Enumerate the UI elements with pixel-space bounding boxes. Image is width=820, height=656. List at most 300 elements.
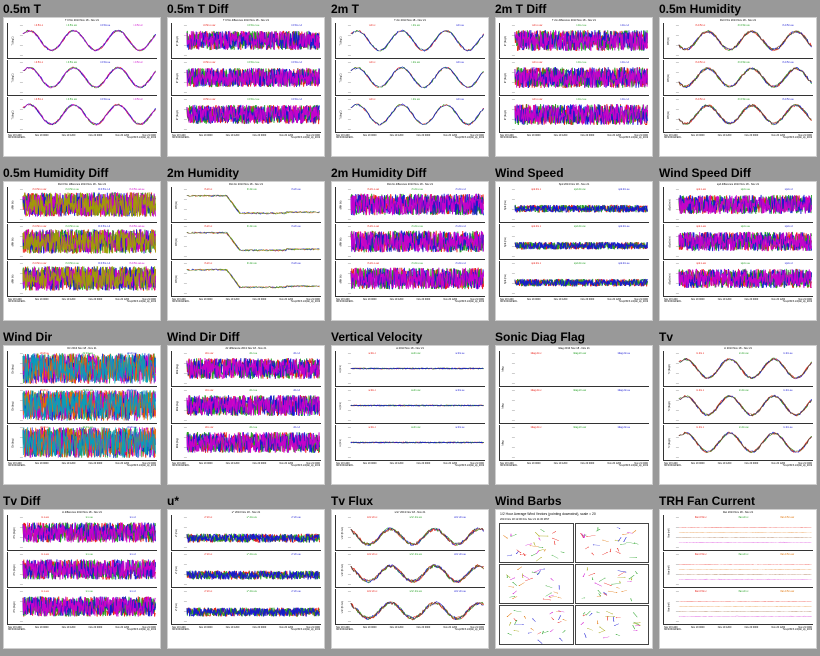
legend-entry: w'tc'.2m.ue [454,590,466,593]
cell-05m-t-diff[interactable] [164,0,328,164]
legend-entry: w.2m.ue [455,426,465,429]
legend-entry: dir.c-uw [204,426,214,429]
cell-wind-speed-diff-panel-1[interactable] [663,187,813,223]
legend-entry: t.2m.c-ue [576,98,587,101]
y-axis-label: RH (%) [667,36,670,45]
legend-entry: tc.2m.c [696,352,705,355]
legend-entry: tc.2m.ue [783,389,793,392]
cell-2m-humidity-panels [168,187,324,297]
footer-right: Troup/ISFS mtl(bkt_dp_2019 [290,301,320,303]
cell-2m-t-diff-panel-2[interactable] [499,60,649,96]
y-axis-label: u* (m/s) [176,602,179,611]
cell-tv-flux-title: Tv Flux [331,494,374,508]
y-axis-label: Dir (deg) [12,438,15,447]
plot-footer [660,301,816,304]
cell-05m-t-panel-1[interactable] [7,23,157,59]
x-tick-label: Nov 19 1200 [717,134,732,137]
cell-wind-speed-diff-plot[interactable] [659,181,817,321]
legend-entry: tc.2m.ue [783,352,793,355]
x-tick-label: Nov 19 1200 [61,626,76,629]
legend-entry: rh.2m.c-d [455,225,466,228]
cell-sonic-diag-flag[interactable] [492,328,656,492]
x-tick-label: Nov 21 0000 [470,626,484,629]
cell-tv-flux-plot[interactable] [331,509,489,649]
cell-05m-humidity-plot-title: RH 0.5m 2013 Nov 18 - Nov 21 [719,19,757,22]
legend-entry: t.2m.ue [455,98,464,101]
legend-entry: tc.2m.uw [738,389,749,392]
legend-entry: dir.c-d [293,352,300,355]
plot-footer [496,301,652,304]
legend-entry: u*.2m.c [204,516,213,519]
x-tick-label: Nov 21 0000 [142,626,156,629]
legend-entry: t.2m.c-uw [531,98,543,101]
legend-entry: t.0.5m.uw [66,61,77,64]
x-tick-label: Nov 19 0000 [34,462,49,465]
cell-wind-dir-plot[interactable] [3,345,161,485]
legend-entry: ldiag.2m.ue [617,352,631,355]
legend-entry: rh.0.5m.uw-ue [129,225,145,228]
y-axis-label: T (degC) [340,109,343,120]
x-tick-label: Nov 18 1200 [664,626,678,629]
footer-right: Troup/ISFS mtl(bkt_dp_2019 [618,137,648,139]
x-tick-label: Nov 20 1200 [607,298,622,301]
cell-wind-dir-diff-plot[interactable] [167,345,325,485]
cell-2m-t-diff-plot[interactable] [495,17,653,157]
cell-tv-diff-plot[interactable] [3,509,161,649]
cell-vertical-velocity-plot[interactable] [331,345,489,485]
cell-tv-diff-panel-2[interactable] [7,552,157,588]
legend-entry: Ifan.0.5m.uw [780,516,795,519]
x-tick-label: Nov 18 1200 [500,298,514,301]
y-axis-label: Ifan (mA) [668,527,671,538]
cell-ustar-plot[interactable] [167,509,325,649]
y-axis-label: Spd (m/s) [504,273,507,284]
x-tick-label: Nov 20 0000 [416,462,431,465]
x-tick-label: Nov 20 0000 [88,462,103,465]
x-tick-label: Nov 20 1200 [771,298,786,301]
x-tick-label: Nov 20 0000 [88,298,103,301]
y-axis-label: T (degC) [12,109,15,120]
legend-entry: tc.c-d [129,553,136,556]
cell-05m-t-diff-panels [168,23,324,133]
cell-05m-t-panel-3[interactable] [7,97,157,133]
legend-entry: rh.0.5m.c-ue [65,262,79,265]
wind-barbs-caption: 1/2 Hour Average Wind Vectors (pointing downwind), scale = 20 [500,512,596,516]
cell-2m-humidity-plot-title: RH 2m 2013 Nov 18 - Nov 21 [228,183,264,186]
x-tick-label: Nov 20 0000 [744,462,759,465]
cell-wind-speed-panel-2[interactable] [499,224,649,260]
cell-2m-humidity[interactable] [164,164,328,328]
cell-sonic-diag-flag-panel-1[interactable] [499,351,649,387]
legend-entry: rh.2m.c-ue [411,262,424,265]
cell-2m-humidity-diff-plot[interactable] [331,181,489,321]
y-axis-label: dT (degC) [505,109,508,120]
cell-tv-diff-plot-title: tc difference 2013 Nov 18 - Nov 21 [61,511,103,514]
y-axis-label: dSpd (m/s) [669,198,672,211]
y-axis-label: u* (m/s) [176,565,179,574]
legend-entry: dir.2m.c [40,426,49,429]
legend-entry: rh.2m.c-d [455,188,466,191]
legend-entry: dir.2m.uw [82,426,93,429]
cell-tv-diff-panel-3[interactable] [7,589,157,625]
cell-wind-speed[interactable] [492,164,656,328]
legend-entry: t.0.5m.c-uw [202,24,216,27]
plot-footer [168,465,324,468]
cell-ustar-panel-2[interactable] [171,552,321,588]
cell-2m-humidity-plot[interactable] [167,181,325,321]
x-tick-label: Nov 19 0000 [34,134,49,137]
y-axis-label: dDir (deg) [177,363,180,374]
cell-05m-humidity-diff-panel-3[interactable] [7,261,157,297]
cell-2m-t-diff-panel-1[interactable] [499,23,649,59]
plot-footer [332,137,488,140]
cell-vertical-velocity-panels [332,351,488,461]
cell-wind-speed-diff-panel-2[interactable] [663,224,813,260]
legend-entry: spd.2m.c [531,225,542,228]
footer-right: Troup/ISFS mtl(bkt_dp_2019 [454,301,484,303]
wind-barb-panel[interactable] [499,523,574,563]
cell-vertical-velocity[interactable] [328,328,492,492]
legend-entry: u*.2m.uw [246,553,257,556]
legend-entry: w'tc'.2m.c [367,516,378,519]
legend-entry: rh.0.5m.c-uw [32,262,47,265]
cell-ustar-panel-1[interactable] [171,515,321,551]
legend-entry: u*.2m.c [204,553,213,556]
legend-entry: ldiag.2m.uw [573,352,587,355]
x-tick-label: Nov 19 1200 [225,626,240,629]
legend-entry: Ifan.2m.c [738,516,749,519]
plot-footer [4,137,160,140]
cell-tv-plot[interactable] [659,345,817,485]
cell-trh-fan-current-panel-3[interactable] [663,589,813,625]
legend-entry: ldiag.2m.ue [617,426,631,429]
x-tick-label: Nov 20 1200 [279,462,294,465]
legend-entry: Ifan.0.5m.c [694,553,707,556]
x-tick-label: Nov 19 1200 [717,298,732,301]
legend-entry: ldiag.2m.ue [617,389,631,392]
legend-entry: dir.c-uw [204,352,214,355]
cell-2m-humidity-panel-1[interactable] [171,187,321,223]
footer-right: Troup/ISFS mtl(bkt_dp_2019 [126,629,156,631]
cell-tv-flux[interactable] [328,492,492,656]
x-tick-label: Nov 18 1200 [8,626,22,629]
legend-entry: u*.2m.uw [246,590,257,593]
cell-vertical-velocity-panel-1[interactable] [335,351,485,387]
legend-entry: tc.2m.c [696,389,705,392]
cell-2m-t[interactable] [328,0,492,164]
cell-wind-dir-plot-title: Dir 2013 Nov 18 - Nov 21 [67,347,97,350]
cell-2m-t-panel-3[interactable] [335,97,485,133]
legend-entry: tc.c-ue [85,516,93,519]
wind-barb-panel[interactable] [575,605,650,645]
x-tick-label: Nov 19 1200 [717,462,732,465]
x-tick-label: Nov 18 1200 [336,298,350,301]
legend-entry: dir.c-ue [249,389,258,392]
legend-entry: rh.0.5m.c [695,61,706,64]
cell-wind-speed-panel-3[interactable] [499,261,649,297]
footer-left: ISFS/NCAR/EOL [172,301,190,303]
cell-ustar[interactable] [164,492,328,656]
cell-wind-dir-diff[interactable] [164,328,328,492]
cell-05m-humidity-panels [660,23,816,133]
cell-vertical-velocity-panel-3[interactable] [335,425,485,461]
cell-wind-dir[interactable] [0,328,164,492]
legend-entry: w'tc'.2m.ue [454,516,466,519]
cell-vertical-velocity-title: Vertical Velocity [331,330,423,344]
cell-2m-humidity-diff-panel-3[interactable] [335,261,485,297]
x-tick-label: Nov 20 1200 [771,626,786,629]
footer-right: Troup/ISFS mtl(bkt_dp_2019 [618,301,648,303]
cell-05m-t-panel-2[interactable] [7,60,157,96]
y-axis-label: T (degC) [12,72,15,83]
x-tick-label: Nov 19 0000 [198,626,213,629]
legend-entry: Ifan.0.5m.c [694,516,707,519]
footer-right: Troup/ISFS mtl(bkt_dp_2019 [454,137,484,139]
legend-entry: t.0.5m.c-ue [247,61,260,64]
legend-entry: t.2m.c-d [620,98,629,101]
legend-entry: spd.c-d [784,188,793,191]
cell-wind-dir-diff-panel-3[interactable] [171,425,321,461]
legend-entry: rh.0.5m.uw-ue [129,262,145,265]
x-tick-label: Nov 18 1200 [336,134,350,137]
x-tick-label: Nov 20 1200 [115,298,130,301]
x-tick-label: Nov 19 1200 [225,462,240,465]
cell-wind-speed-diff-panel-3[interactable] [663,261,813,297]
y-axis-label: dT (degC) [505,72,508,83]
x-tick-label: Nov 20 1200 [115,626,130,629]
cell-wind-dir-panel-3[interactable] [7,425,157,461]
cell-wind-speed-diff[interactable] [656,164,820,328]
legend-entry: t.2m.c-d [620,61,629,64]
legend-entry: dir.2m.uw [82,389,93,392]
cell-wind-dir-panel-2[interactable] [7,388,157,424]
cell-trh-fan-current-plot-title: Ifan 2013 Nov 18 - Nov 21 [722,511,754,514]
legend-entry: rh.0.5m.ue [782,61,794,64]
wind-barb-panel[interactable] [575,523,650,563]
legend-entry: rh.0.5m.uw-ue [129,188,145,191]
legend-entry: rh.0.5m.uw [737,61,750,64]
cell-sonic-diag-flag-plot[interactable] [495,345,653,485]
x-tick-label: Nov 19 0000 [198,298,213,301]
legend-entry: Ifan.0.5m.uw [780,553,795,556]
legend-entry: t.2m.uw [411,24,420,27]
cell-2m-humidity-diff[interactable] [328,164,492,328]
cell-05m-humidity-diff-plot[interactable] [3,181,161,321]
x-tick-label: Nov 19 0000 [690,626,705,629]
cell-tv-panel-2[interactable] [663,388,813,424]
x-tick-label: Nov 19 1200 [61,298,76,301]
cell-ustar-title: u* [167,494,179,508]
cell-2m-t-plot[interactable] [331,17,489,157]
cell-05m-humidity-diff-panel-2[interactable] [7,224,157,260]
cell-2m-t-diff-title: 2m T Diff [495,2,547,16]
cell-05m-humidity-plot[interactable] [659,17,817,157]
cell-sonic-diag-flag-panel-2[interactable] [499,388,649,424]
cell-2m-humidity-panel-2[interactable] [171,224,321,260]
plot-footer [660,465,816,468]
cell-trh-fan-current-panel-2[interactable] [663,552,813,588]
cell-05m-humidity-panel-2[interactable] [663,60,813,96]
cell-ustar-panel-3[interactable] [171,589,321,625]
y-axis-label: dDir (deg) [177,437,180,448]
cell-trh-fan-current[interactable] [656,492,820,656]
x-tick-label: Nov 20 1200 [279,626,294,629]
y-axis-label: dTv (degC) [13,600,16,613]
wind-barb-panel[interactable] [499,564,574,604]
x-tick-label: Nov 20 0000 [744,626,759,629]
legend-entry: w.2m.uw [411,352,421,355]
legend-entry: w'tc'.2m.uw [409,590,422,593]
cell-wind-dir-diff-panel-1[interactable] [171,351,321,387]
cell-tv-panel-3[interactable] [663,425,813,461]
cell-05m-t-plot[interactable] [3,17,161,157]
cell-wind-dir-diff-panel-2[interactable] [171,388,321,424]
footer-left: ISFS/NCAR/EOL [8,465,26,467]
cell-tv-flux-panel-1[interactable] [335,515,485,551]
legend-entry: spd.2m.uw [573,262,586,265]
x-tick-label: Nov 20 1200 [279,134,294,137]
cell-tv-panel-1[interactable] [663,351,813,387]
legend-entry: t.0.5m.ue [100,61,111,64]
x-tick-label: Nov 20 1200 [115,462,130,465]
legend-entry: tc.c-d [129,590,136,593]
cell-2m-t-title: 2m T [331,2,360,16]
cell-05m-t-panels [4,23,160,133]
legend-entry: rh.2m.c-ue [411,188,424,191]
x-tick-label: Nov 20 0000 [88,626,103,629]
y-axis-label: T (degC) [340,35,343,46]
cell-05m-humidity-diff[interactable] [0,164,164,328]
cell-05m-t-diff-panel-3[interactable] [171,97,321,133]
cell-tv-flux-panel-3[interactable] [335,589,485,625]
cell-sonic-diag-flag-panel-3[interactable] [499,425,649,461]
x-tick-label: Nov 19 0000 [526,462,541,465]
legend-entry: dir.2m.ue [127,426,137,429]
cell-2m-humidity-diff-panel-2[interactable] [335,224,485,260]
legend-entry: dir.c-ue [249,426,258,429]
cell-05m-t-diff-panel-1[interactable] [171,23,321,59]
wind-barbs-panels [496,522,652,648]
x-tick-label: Nov 18 1200 [500,134,514,137]
cell-trh-fan-current-plot[interactable] [659,509,817,649]
y-axis-label: Ifan (mA) [668,601,671,612]
wind-barb-panel[interactable] [499,605,574,645]
cell-2m-t-panel-2[interactable] [335,60,485,96]
cell-wind-speed-panel-1[interactable] [499,187,649,223]
cell-2m-humidity-diff-panel-1[interactable] [335,187,485,223]
legend-entry: t.0.5m.ue [100,24,111,27]
cell-2m-t-diff-panel-3[interactable] [499,97,649,133]
legend-entry: rh.0.5m.c-d [97,188,111,191]
y-axis-label: w'tc' (K m/s) [342,600,345,613]
cell-05m-t-diff-panel-2[interactable] [171,60,321,96]
y-axis-label: dTv (degC) [13,526,16,539]
x-tick-label: Nov 19 1200 [553,134,568,137]
cell-2m-t-diff[interactable] [492,0,656,164]
x-tick-label: Nov 18 1200 [172,134,186,137]
legend-entry: spd.c-uw [696,225,706,228]
legend-entry: t.0.5m.c-uw [202,98,216,101]
cell-wind-dir-diff-panels [168,351,324,461]
cell-tv-flux-panel-2[interactable] [335,552,485,588]
cell-05m-humidity-diff-panel-1[interactable] [7,187,157,223]
footer-left: ISFS/NCAR/EOL [172,465,190,467]
cell-vertical-velocity-panel-2[interactable] [335,388,485,424]
y-axis-label: Tv (degC) [669,363,672,374]
legend-entry: tc.c-ue [85,590,93,593]
y-axis-label: Spd (m/s) [504,199,507,210]
legend-entry: t.2m.c-d [620,24,629,27]
legend-entry: t.2m.c-ue [576,24,587,27]
cell-tv[interactable] [656,328,820,492]
legend-entry: w.2m.c [368,352,376,355]
legend-entry: t.2m.c [368,61,376,64]
legend-entry: dir.2m.ue [127,389,137,392]
legend-entry: dir.2m.uw [82,352,93,355]
legend-entry: t.0.5m.d [133,98,143,101]
x-tick-label: Nov 18 1200 [664,134,678,137]
cell-05m-t-diff-plot[interactable] [167,17,325,157]
cell-wind-speed-title: Wind Speed [495,166,564,180]
cell-2m-t-panel-1[interactable] [335,23,485,59]
cell-vertical-velocity-plot-title: w 2013 Nov 18 - Nov 21 [396,347,424,350]
cell-wind-dir-panel-1[interactable] [7,351,157,387]
legend-entry: dir.2m.ue [127,352,137,355]
legend-entry: spd.c-ue [740,225,750,228]
x-tick-label: Nov 18 1200 [172,626,186,629]
footer-right: Troup/ISFS mtl(bkt_dp_2019 [454,629,484,631]
cell-05m-humidity-panel-1[interactable] [663,23,813,59]
plot-footer [332,629,488,632]
cell-2m-humidity-panel-3[interactable] [171,261,321,297]
legend-entry: rh.2m.ue [291,262,301,265]
legend-entry: Ifan.0.5m.uw [780,590,795,593]
footer-left: ISFS/NCAR/EOL [172,137,190,139]
wind-barb-panel[interactable] [575,564,650,604]
legend-entry: w'tc'.2m.uw [409,553,422,556]
cell-trh-fan-current-panel-1[interactable] [663,515,813,551]
legend-entry: rh.2m.c [204,188,213,191]
cell-05m-humidity[interactable] [656,0,820,164]
legend-entry: dir.c-ue [249,352,258,355]
legend-entry: rh.0.5m.c-d [97,225,111,228]
legend-entry: dir.c-d [293,389,300,392]
plot-footer [660,137,816,140]
x-tick-label: Nov 18 1200 [500,462,514,465]
legend-entry: spd.2m.ue [618,262,630,265]
legend-entry: dir.c-d [293,426,300,429]
y-axis-label: Dir (deg) [12,364,15,373]
footer-right: Troup/ISFS mtl(bkt_dp_2019 [126,301,156,303]
legend-entry: spd.2m.c [531,262,542,265]
legend-entry: Ifan.2m.c [738,553,749,556]
cell-05m-t[interactable] [0,0,164,164]
y-axis-label: dRH (%) [340,237,343,246]
x-tick-label: Nov 21 0000 [470,134,484,137]
cell-tv-diff[interactable] [0,492,164,656]
x-tick-label: Nov 20 0000 [580,298,595,301]
y-axis-label: w'tc' (K m/s) [342,563,345,576]
y-axis-label: w'tc' (K m/s) [342,526,345,539]
cell-wind-dir-diff-title: Wind Dir Diff [167,330,240,344]
cell-wind-barbs-plot[interactable] [495,509,653,649]
plot-footer [332,465,488,468]
cell-wind-speed-plot[interactable] [495,181,653,321]
cell-05m-humidity-panel-3[interactable] [663,97,813,133]
cell-tv-diff-panel-1[interactable] [7,515,157,551]
cell-sonic-diag-flag-panels [496,351,652,461]
cell-wind-barbs[interactable] [492,492,656,656]
